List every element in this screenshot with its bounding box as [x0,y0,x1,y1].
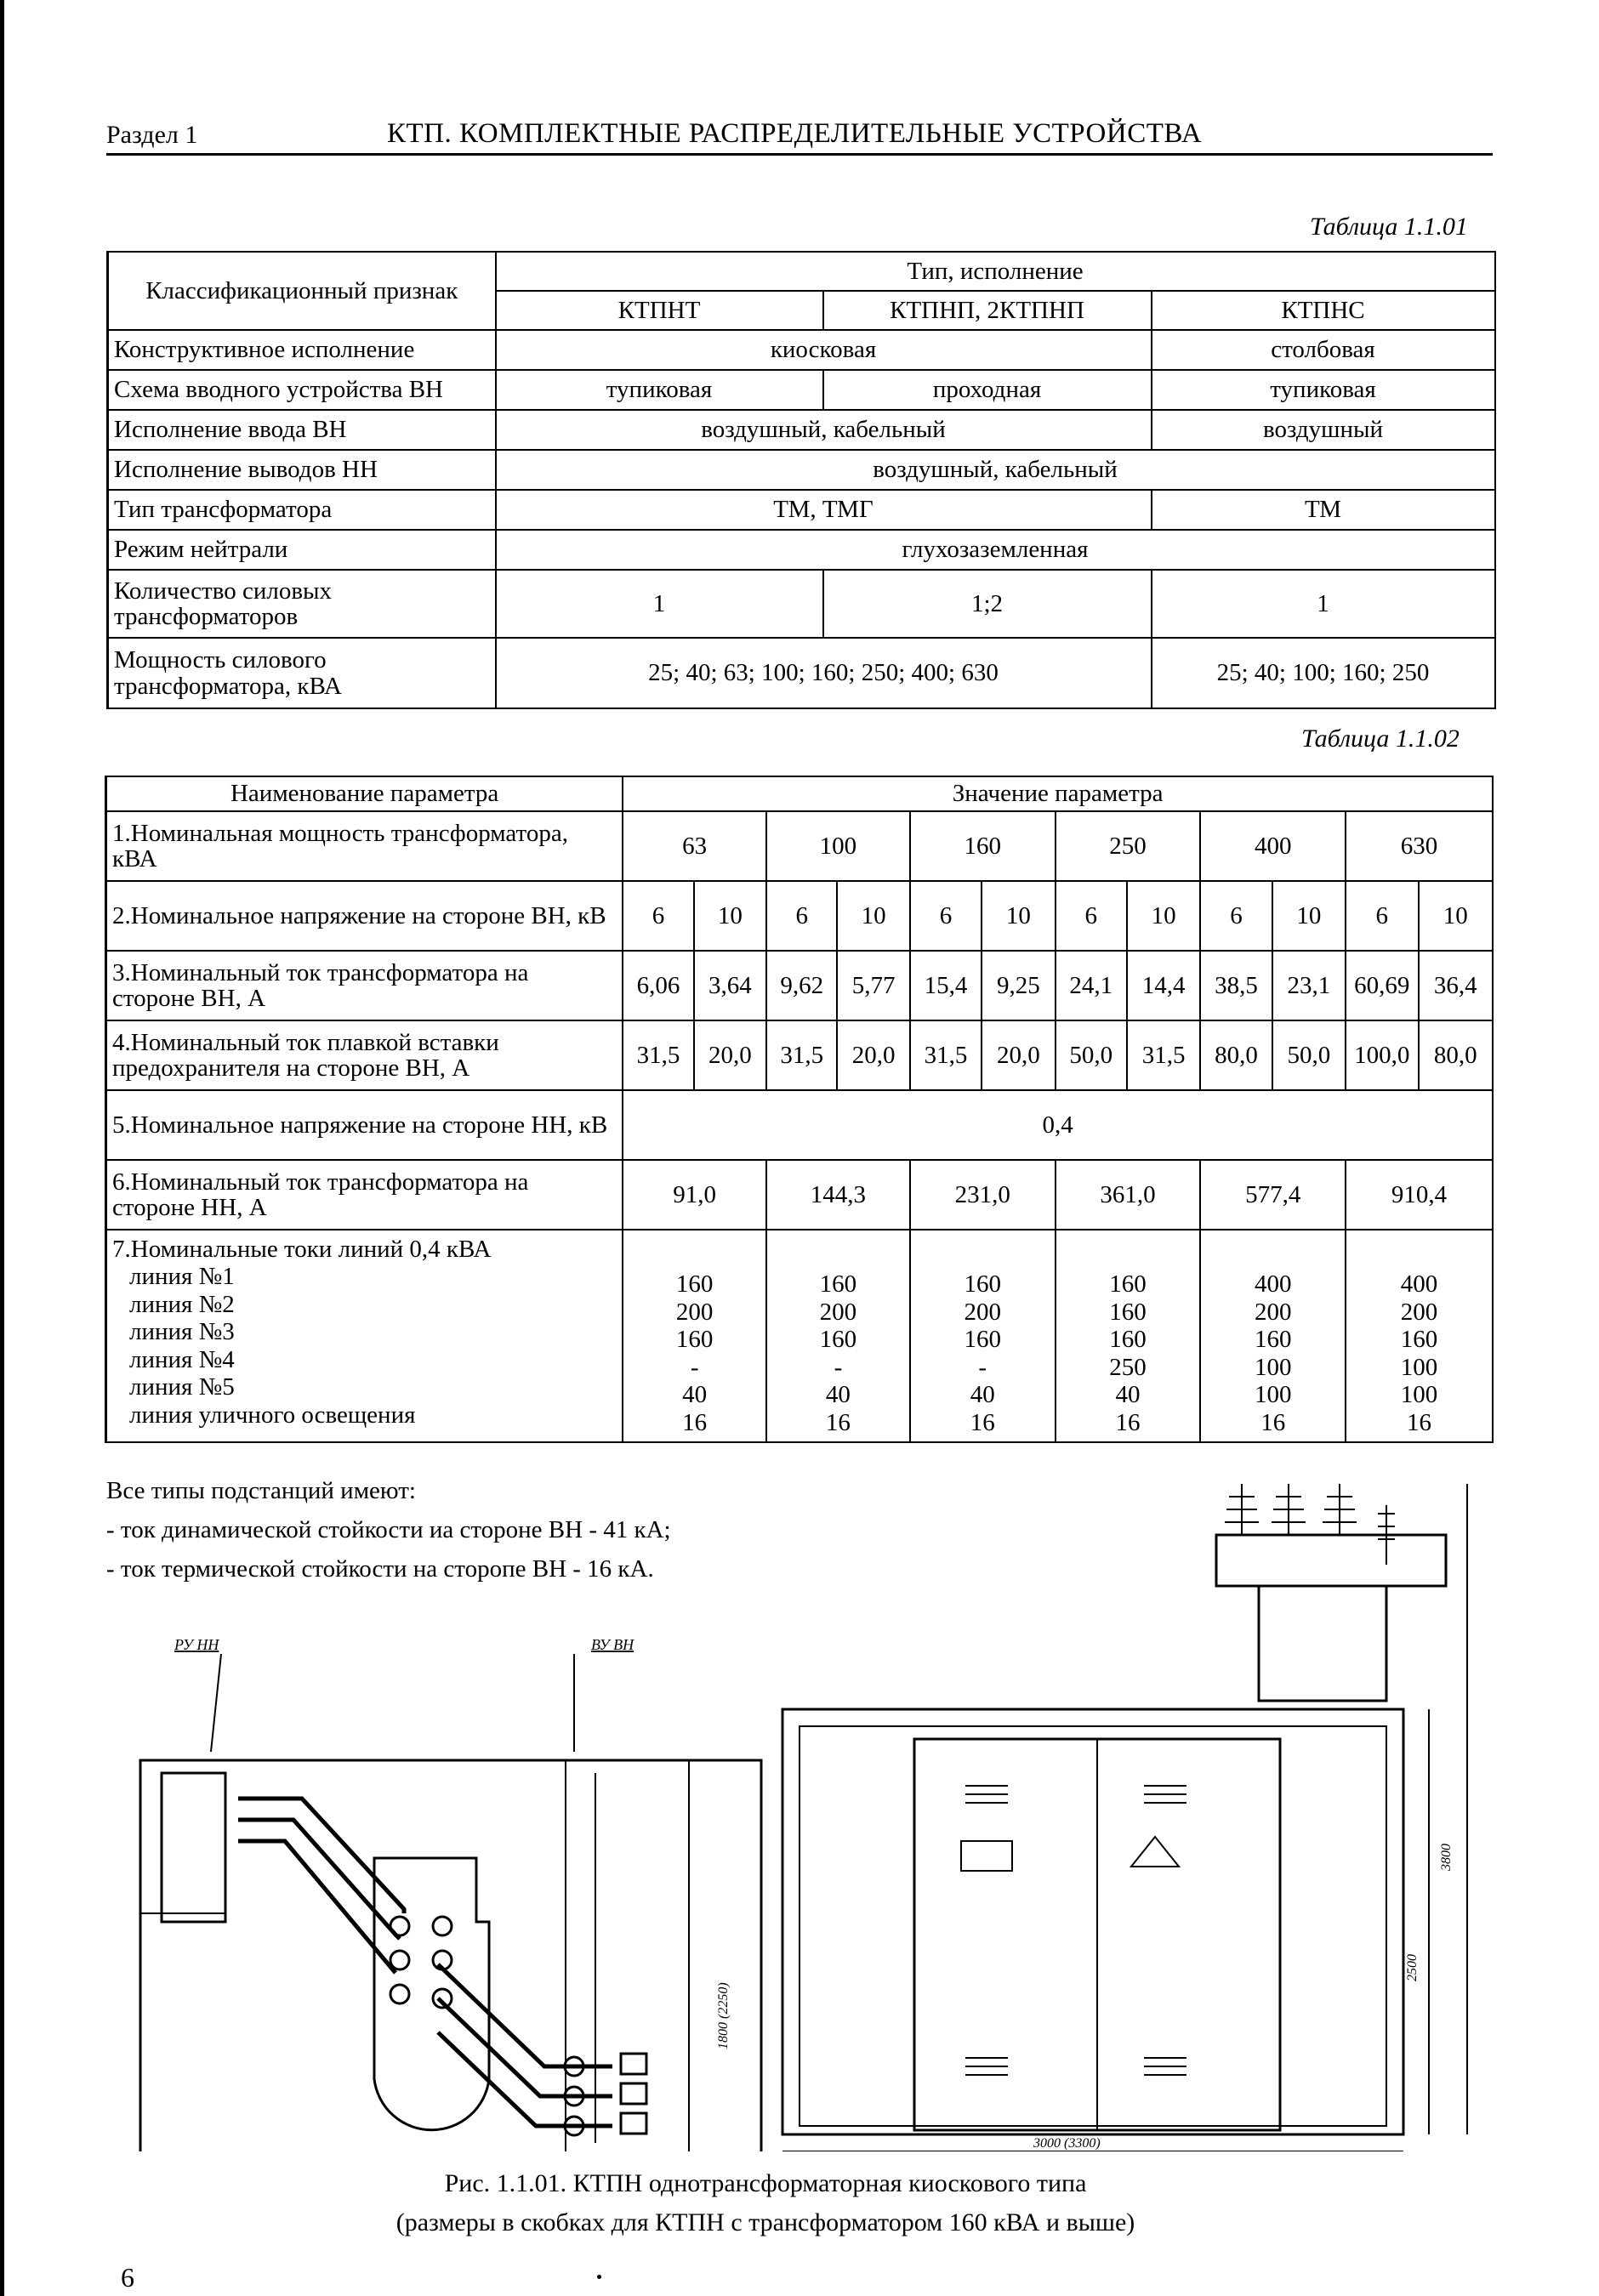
table2-cell: 100,0 [1346,1020,1418,1090]
table1-cell: тупиковая [1152,370,1495,410]
table2-cell: 6 [766,881,837,951]
table2-cell: 15,4 [910,951,982,1020]
table2-cell: 31,5 [1127,1020,1200,1090]
table1-header-type: Тип, исполнение [496,252,1495,291]
table2-cell: 20,0 [837,1020,909,1090]
side-view [140,1654,761,2151]
table1-cell: воздушный, кабельный [496,450,1495,490]
vu-vn-terminals [621,2054,646,2134]
table2-header-value: Значение параметра [623,776,1493,811]
kiosk-body [782,1709,1403,2134]
chapter-title: КТП. КОМПЛЕКТНЫЕ РАСПРЕДЕЛИТЕЛЬНЫЕ УСТРОЙСТВА [387,118,1203,149]
table1-row-label: Тип трансформатора [108,490,496,530]
table2-row-label: 4.Номинальный ток плавкой вставки предохранителя на стороне ВН, А [106,1020,623,1090]
table2-cell: 38,5 [1200,951,1272,1020]
figure-caption [323,2164,1208,2242]
table2-cell: 160 200 160 - 40 16 [766,1230,910,1442]
table1-cell: 1 [1152,570,1495,638]
table1-cell: ТМ, ТМГ [496,490,1152,530]
busbars [238,1799,612,2126]
body-height-label: 2500 [1405,1954,1420,1981]
danger-sign-icon [1131,1837,1179,1867]
table2-cell: 10 [1127,881,1200,951]
table2-header-name: Наименование параметра [106,776,623,811]
table2-cell: 10 [1272,881,1346,951]
ru-nn-panel [162,1773,225,1922]
table1-cell: воздушный [1152,410,1495,450]
table1-row-label: Конструктивное исполнение [108,330,496,370]
ventilation-grilles [965,1786,1186,2075]
notes-item: - ток динамической стойкости иа стороне ВН - 41 кА; [106,1516,671,1543]
line-names: линия №1 линия №2 линия №3 линия №4 линия №5 линия уличного освещения [129,1263,416,1429]
transformer-top [1216,1535,1446,1586]
table2-row-label: 5.Номинальное напряжение на стороне НН, кВ [106,1090,623,1160]
table2-cell: 160 200 160 - 40 16 [623,1230,766,1442]
side-height-label: 1800 (2250) [716,1982,731,2049]
table2-cell: 160 [910,811,1056,881]
table2-cell: 6 [1346,881,1418,951]
table2-cell: 400 200 160 100 100 16 [1346,1230,1493,1442]
notes-intro: Все типы подстанций имеют: [106,1477,416,1504]
figure-caption-line: (размеры в скобках для КТПН с трансформатором 160 кВА и выше) [395,2208,1135,2236]
table2-row-label: 1.Номинальная мощность трансформатора, кВА [106,811,623,881]
transformer-neck [1225,1586,1429,1701]
table1-type-ktpnp: КТПНП, 2КТПНП [823,291,1152,330]
table1-caption: Таблица 1.1.01 [1310,213,1468,241]
table2-cell: 231,0 [910,1160,1056,1230]
table2-cell: 577,4 [1200,1160,1346,1230]
table2-cell: 60,69 [1346,951,1418,1020]
substation-drawing [102,1471,1497,2151]
table1-cell: 1 [496,570,823,638]
table2-cell: 910,4 [1346,1160,1493,1230]
table1-row-label: Режим нейтрали [108,530,496,570]
notes-item: - ток термической стойкости на сторопе ВН - 16 кА. [106,1555,654,1583]
table1-cell: воздушный, кабельный [496,410,1152,450]
hv-insulators [1225,1484,1395,1565]
table2-cell: 10 [982,881,1055,951]
table2-cell: 31,5 [766,1020,837,1090]
table1-cell: глухозаземленная [496,530,1495,570]
table2-row-label: 6.Номинальный ток трансформатора на стороне НН, А [106,1160,623,1230]
table2-cell: 80,0 [1200,1020,1272,1090]
table2-row-label: 2.Номинальное напряжение на стороне ВН, кВ [106,881,623,951]
total-height-label: 3800 [1439,1844,1454,1871]
scan-edge [0,0,4,2296]
table1-cell: ТМ [1152,490,1495,530]
table1-cell: киосковая [496,330,1152,370]
table2-cell: 31,5 [623,1020,693,1090]
table2-caption: Таблица 1.1.02 [1301,725,1460,753]
table2-cell: 6 [1200,881,1272,951]
table2-cell: 630 [1346,811,1493,881]
table2-cell: 10 [837,881,909,951]
table2-cell: 3,64 [694,951,766,1020]
table2-cell: 0,4 [623,1090,1493,1160]
table2-cell: 361,0 [1056,1160,1201,1230]
ru-nn-leader [211,1654,221,1752]
table1-row-label: Исполнение выводов НН [108,450,496,490]
table2-cell: 6,06 [623,951,693,1020]
page-header [106,119,1493,156]
table2-cell: 63 [623,811,766,881]
table2-cell: 5,77 [837,951,909,1020]
table1-cell: проходная [823,370,1152,410]
section-label: Раздел 1 [106,121,198,149]
table2-cell: 80,0 [1419,1020,1494,1090]
scan-dot [597,2275,601,2279]
table2-cell: 31,5 [910,1020,982,1090]
table2-cell: 250 [1056,811,1201,881]
table2-cell: 50,0 [1056,1020,1127,1090]
table2-cell: 400 [1200,811,1346,881]
table2-cell: 23,1 [1272,951,1346,1020]
ru-nn-label: РУ НН [174,1636,219,1653]
table2-cell: 6 [623,881,693,951]
table1-row-label: Исполнение ввода ВН [108,410,496,450]
table2-cell: 24,1 [1056,951,1127,1020]
bushing-markers [390,1917,583,2135]
table2-cell: 6 [910,881,982,951]
table2-cell: 6 [1056,881,1127,951]
table2-cell: 160 160 160 250 40 16 [1056,1230,1201,1442]
table2-cell: 160 200 160 - 40 16 [910,1230,1056,1442]
table2-cell: 9,62 [766,951,837,1020]
table2-cell: 400 200 160 100 100 16 [1200,1230,1346,1442]
table1-type-ktpnt: КТПНТ [496,291,823,330]
table1-cell: столбовая [1152,330,1495,370]
table2-row-label [106,1230,623,1442]
page-number: 6 [121,2262,134,2293]
table1-cell: 25; 40; 63; 100; 160; 250; 400; 630 [496,638,1152,708]
table2-cell: 100 [766,811,910,881]
table2-row-label: 3.Номинальный ток трансформатора на стороне ВН, А [106,951,623,1020]
table2-cell: 36,4 [1419,951,1494,1020]
table1-row-label: Мощность силового трансформатора, кВА [108,638,496,708]
table2-cell: 20,0 [694,1020,766,1090]
table1-cell: 25; 40; 100; 160; 250 [1152,638,1495,708]
table2-cell: 10 [1419,881,1494,951]
table2-cell: 9,25 [982,951,1055,1020]
vu-vn-label: ВУ ВН [591,1636,634,1653]
table1-type-ktpns: КТПНС [1152,291,1495,330]
line-currents-title: 7.Номинальные токи линий 0,4 кВА [112,1236,492,1263]
figure-caption-line: Рис. 1.1.01. КТПН однотрансформаторная киоскового типа [444,2169,1087,2197]
table1-row-label: Схема вводного устройства ВН [108,370,496,410]
table2-cell: 10 [694,881,766,951]
table2-cell: 91,0 [623,1160,766,1230]
parameters-table [105,776,1494,1443]
table1-cell: 1;2 [823,570,1152,638]
width-label: 3000 (3300) [1033,2136,1101,2151]
classification-table [106,251,1496,709]
nameplate [961,1841,1012,1871]
table2-cell: 50,0 [1272,1020,1346,1090]
table1-row-label: Количество силовых трансформаторов [108,570,496,638]
table2-cell: 20,0 [982,1020,1055,1090]
table1-cell: тупиковая [496,370,823,410]
front-view [782,1484,1467,2151]
table2-cell: 144,3 [766,1160,910,1230]
table2-cell: 14,4 [1127,951,1200,1020]
table1-header-feature: Классификационный признак [108,252,496,330]
